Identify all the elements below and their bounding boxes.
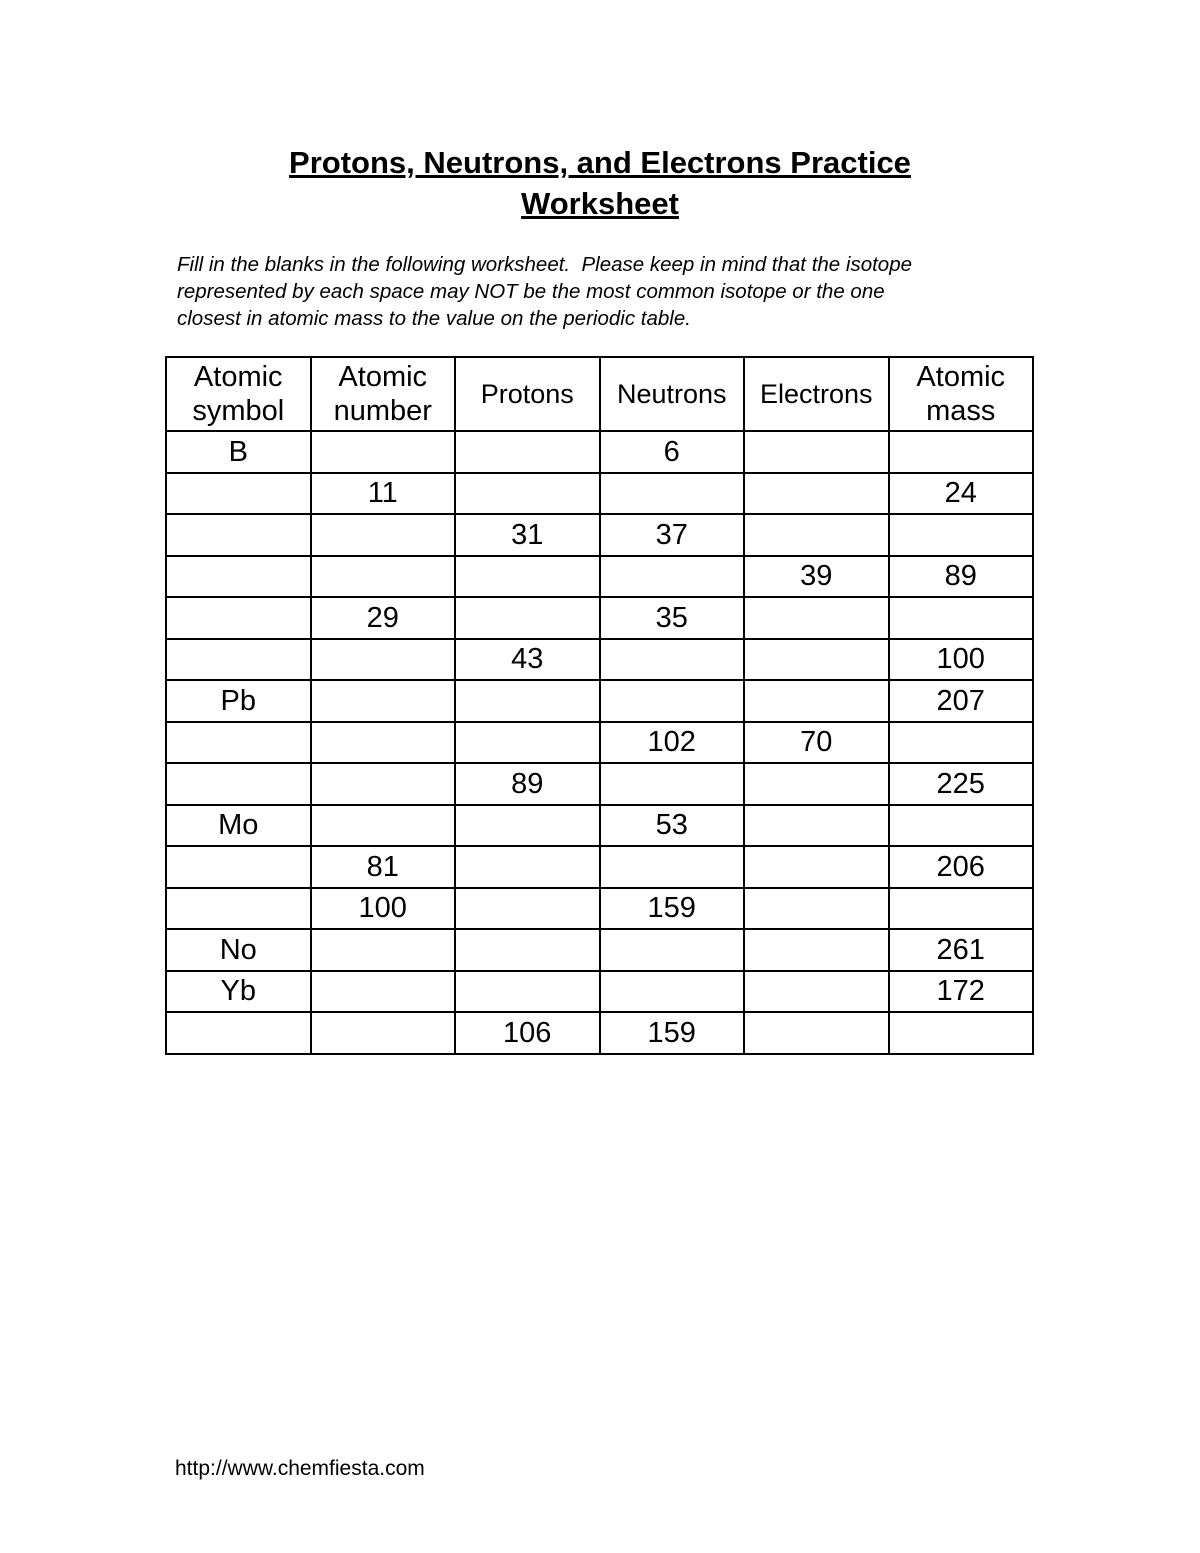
table-cell [889,597,1034,639]
table-row [166,763,1033,805]
table-row [166,639,1033,681]
table-cell [311,971,456,1013]
column-header-line-1: Neutrons [616,379,727,409]
table-cell [744,680,889,722]
table-cell [311,556,456,598]
table-cell [166,473,311,515]
column-header-line-1: Atomic [338,361,428,393]
table-cell [311,639,456,681]
table-cell [455,680,600,722]
table-cell [744,929,889,971]
table-row [166,473,1033,515]
header-row [166,357,1033,431]
instructions-line-3: closest in atomic mass to the value on the periodic table. [177,307,691,330]
table-cell: Mo [166,805,311,847]
table-row [166,556,1033,598]
table-cell [455,846,600,888]
table-cell [455,431,600,473]
table-cell: 100 [311,888,456,930]
table-cell: 89 [889,556,1034,598]
table-cell [455,971,600,1013]
table-cell: Yb [166,971,311,1013]
column-header-line-1: Atomic [193,361,283,393]
column-header-line-2: mass [926,395,996,427]
table-cell [311,1012,456,1054]
table-cell: 24 [889,473,1034,515]
table-cell [311,680,456,722]
table-cell [166,597,311,639]
column-header-line-2: number [333,395,432,427]
table-cell [744,888,889,930]
table-row [166,888,1033,930]
table-cell [455,597,600,639]
table-cell: 100 [889,639,1034,681]
table-cell [600,639,745,681]
table-cell: 29 [311,597,456,639]
table-cell: 81 [311,846,456,888]
table-cell [311,929,456,971]
table-cell [744,431,889,473]
table-cell: 6 [600,431,745,473]
table-cell [744,1012,889,1054]
table-cell [311,805,456,847]
table-cell [455,556,600,598]
table-cell [744,514,889,556]
worksheet-title [150,142,1050,224]
table-row [166,1012,1033,1054]
table-cell [600,473,745,515]
table-row [166,805,1033,847]
column-header-line-1: Atomic [916,361,1006,393]
table-cell: 89 [455,763,600,805]
table-body [166,431,1033,1054]
table-cell: 70 [744,722,889,764]
table-cell [166,556,311,598]
table-row [166,431,1033,473]
column-header-line-1: Protons [480,379,574,409]
table-cell [600,556,745,598]
table-cell [889,888,1034,930]
column-header [744,357,889,431]
table-cell [600,680,745,722]
table-cell [311,763,456,805]
column-header [455,357,600,431]
column-header-line-2: symbol [192,395,285,427]
table-cell [166,639,311,681]
table-cell [311,514,456,556]
table-cell [600,763,745,805]
table-cell [744,763,889,805]
table-cell: 37 [600,514,745,556]
table-cell: 207 [889,680,1034,722]
column-header-line-1: Electrons [759,379,873,409]
table-cell: 102 [600,722,745,764]
column-header [889,357,1034,431]
table-cell: No [166,929,311,971]
table-row [166,722,1033,764]
table-cell [455,473,600,515]
column-header [311,357,456,431]
table-row [166,680,1033,722]
table-row [166,597,1033,639]
table-cell: Pb [166,680,311,722]
table-cell [311,431,456,473]
table-cell: 159 [600,1012,745,1054]
table-cell [455,888,600,930]
table-cell: B [166,431,311,473]
table-cell [166,888,311,930]
table-cell [455,805,600,847]
table-cell: 31 [455,514,600,556]
table-cell [600,929,745,971]
table-cell [455,722,600,764]
table-cell: 106 [455,1012,600,1054]
table-cell [889,805,1034,847]
table-cell [600,971,745,1013]
title-line-1: Protons, Neutrons, and Electrons Practice [289,145,911,180]
table-cell: 159 [600,888,745,930]
instructions-line-2: represented by each space may NOT be the most common isotope or the one [177,280,885,303]
table-cell [744,971,889,1013]
table-cell [889,1012,1034,1054]
column-header [600,357,745,431]
table-cell [166,1012,311,1054]
table-cell [889,722,1034,764]
table-cell: 35 [600,597,745,639]
table-cell [744,805,889,847]
table-cell: 172 [889,971,1034,1013]
table-cell [600,846,745,888]
worksheet-table [165,356,1034,1055]
table-cell [166,722,311,764]
table-cell: 261 [889,929,1034,971]
table-cell [744,846,889,888]
table-row [166,971,1033,1013]
table-cell: 11 [311,473,456,515]
column-header [166,357,311,431]
instructions-line-1: Fill in the blanks in the following worksheet. Please keep in mind that the isotope [177,253,912,276]
table-cell: 43 [455,639,600,681]
table-cell [744,473,889,515]
table-cell [166,846,311,888]
table-cell [455,929,600,971]
table-cell [166,763,311,805]
instructions-text [177,251,1057,332]
table-row [166,929,1033,971]
table-header [166,357,1033,431]
table-cell [889,431,1034,473]
table-cell: 225 [889,763,1034,805]
table-row [166,514,1033,556]
table-cell: 206 [889,846,1034,888]
table-cell [889,514,1034,556]
table-row [166,846,1033,888]
table-cell [744,639,889,681]
footer-url: http://www.chemfiesta.com [175,1457,425,1480]
table-cell: 53 [600,805,745,847]
title-line-2: Worksheet [521,186,679,221]
table-cell: 39 [744,556,889,598]
table-cell [311,722,456,764]
table-cell [166,514,311,556]
table-cell [744,597,889,639]
